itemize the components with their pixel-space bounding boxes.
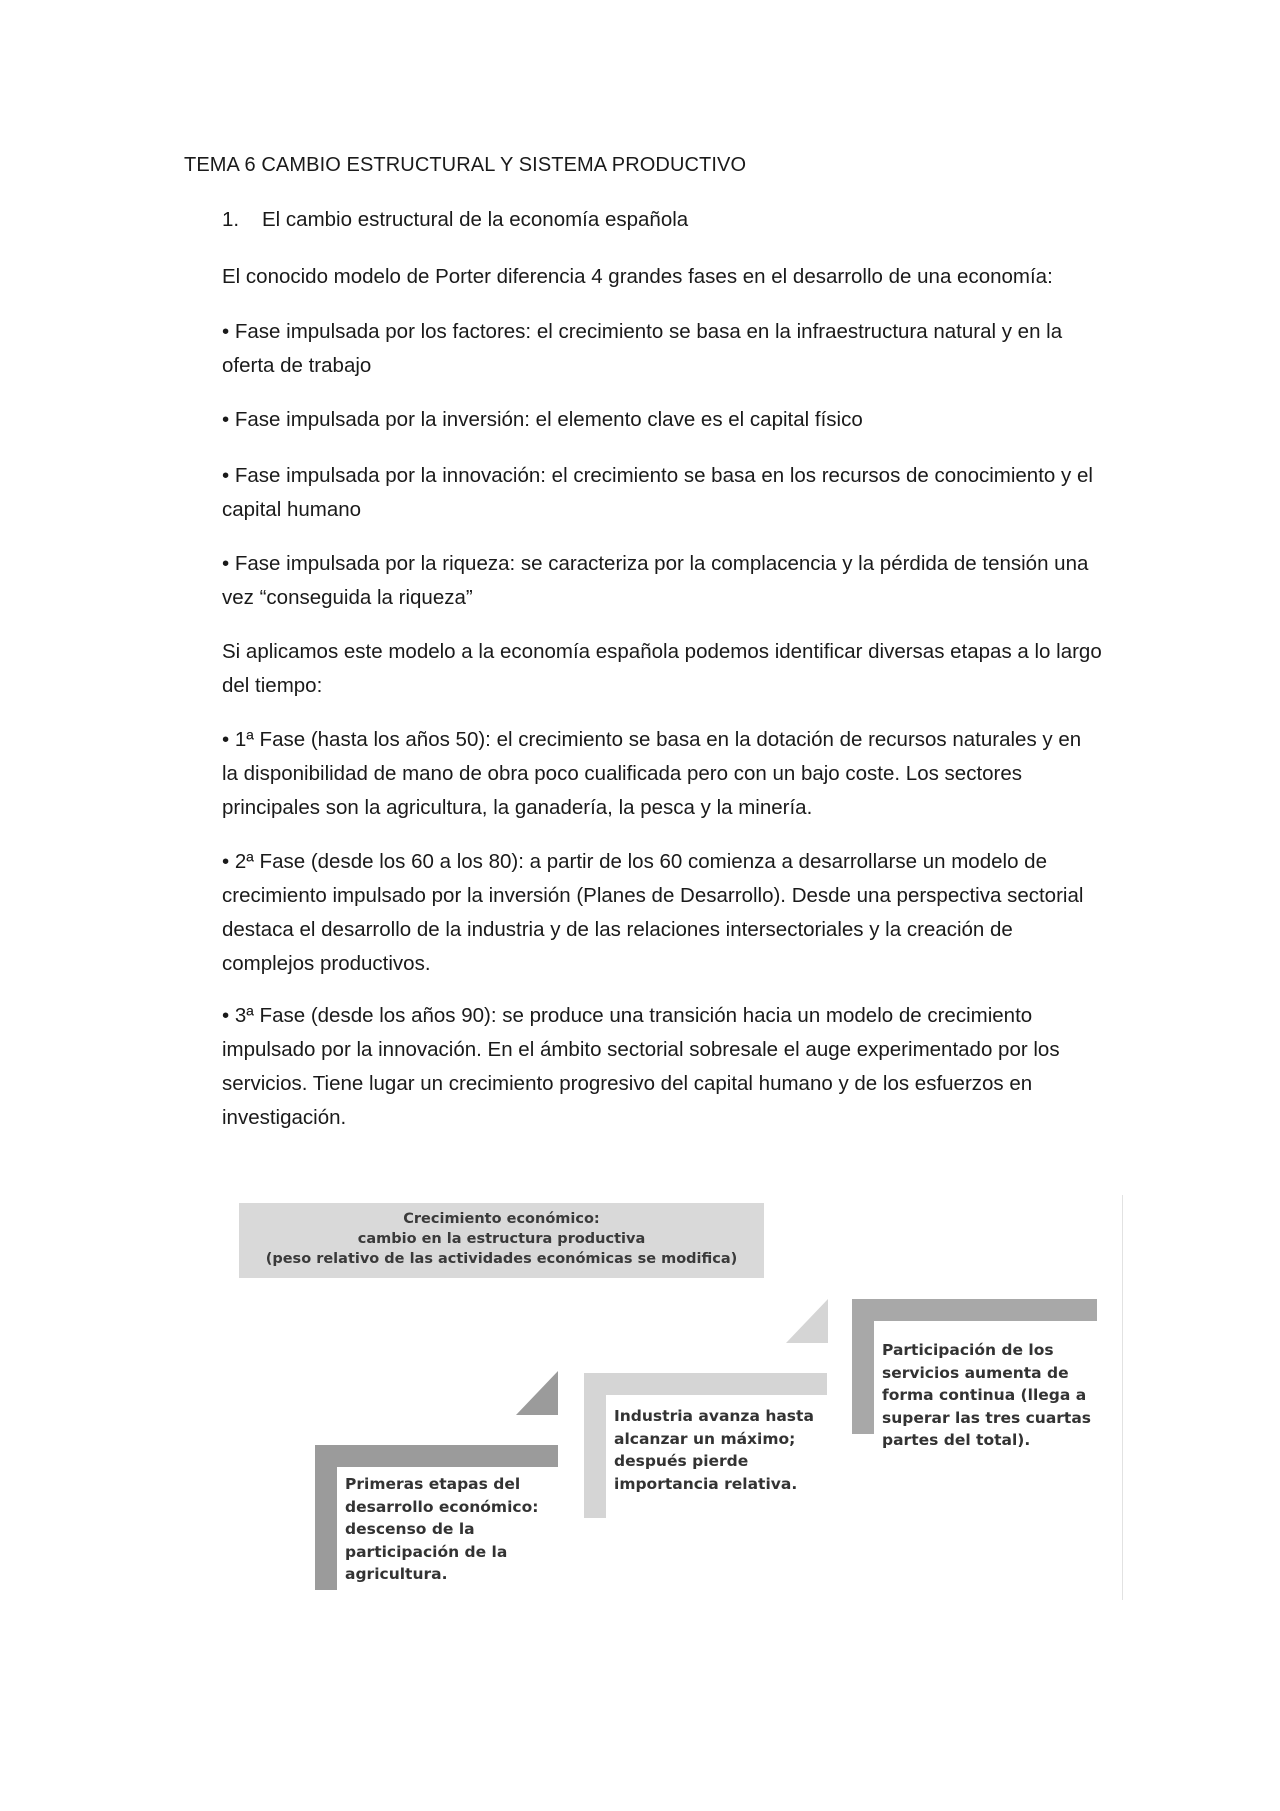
step1-line: agricultura. — [345, 1565, 448, 1583]
step2-line: alcanzar un máximo; — [614, 1429, 796, 1448]
step2-line: después pierde — [614, 1452, 749, 1470]
structural-change-diagram — [235, 1195, 1125, 1600]
step2-bar-side — [584, 1373, 606, 1518]
diagram-header-line: (peso relativo de las actividades económicas se modifica) — [265, 1251, 738, 1267]
diagram-header-line: cambio en la estructura productiva — [357, 1231, 646, 1247]
step1-line: Primeras etapas del — [345, 1475, 521, 1493]
step3-line: partes del total). — [882, 1431, 1031, 1449]
section-number: 1. — [222, 208, 240, 231]
stage2-bullet: • 2ª Fase (desde los 60 a los 80): a partir de los 60 comienza a desarrollarse un modelo de crecimiento impulsado por la inversión (Planes de Desarrollo). Desde una perspectiva sectorial destaca el desarrollo de la industria y de las relaciones intersectoriales y la creación de complejos productivos. — [222, 850, 1084, 975]
step3-line: forma continua (llega a — [882, 1386, 1087, 1404]
page-title: TEMA 6 CAMBIO ESTRUCTURAL Y SISTEMA PRODUCTIVO — [184, 154, 747, 176]
phase-investment-bullet: • Fase impulsada por la inversión: el elemento clave es el capital físico — [222, 408, 863, 431]
stage3-bullet: • 3ª Fase (desde los años 90): se produce una transición hacia un modelo de crecimiento impulsado por la innovación. En el ámbito sectorial sobresale el auge experimentado por los servicios. Tiene lugar un crecimiento progresivo del capital humano y de los esfuerzos en investigación. — [222, 1004, 1060, 1129]
step2-arrow-corner — [786, 1299, 828, 1343]
diagram-border — [1122, 1195, 1123, 1600]
apply-paragraph: Si aplicamos este modelo a la economía española podemos identificar diversas etapas a lo largo del tiempo: — [222, 640, 1102, 697]
step3-text — [882, 1339, 1091, 1452]
step1-arrow-corner — [516, 1371, 558, 1415]
stage1-bullet: • 1ª Fase (hasta los años 50): el crecimiento se basa en la dotación de recursos naturales y en la disponibilidad de mano de obra poco cualificada pero con un bajo coste. Los sectores principales son la agricultura, la ganadería, la pesca y la minería. — [222, 728, 1082, 819]
section-heading-text: El cambio estructural de la economía española — [262, 208, 689, 231]
step1-text — [345, 1473, 538, 1586]
intro-paragraph: El conocido modelo de Porter diferencia 4 grandes fases en el desarrollo de una economía: — [222, 265, 1053, 288]
diagram-header-line: Crecimiento económico: — [403, 1211, 600, 1227]
step1-line: participación de la — [345, 1542, 508, 1561]
step2-text — [614, 1405, 814, 1495]
step3-line: Participación de los — [882, 1341, 1054, 1359]
step3-bar-side — [852, 1299, 874, 1434]
step2-line: Industria avanza hasta — [614, 1407, 814, 1425]
step3-line: superar las tres cuartas — [882, 1408, 1092, 1427]
diagram-header — [239, 1203, 764, 1278]
step1-line: descenso de la — [345, 1520, 475, 1538]
step3-bar-top — [852, 1299, 1097, 1321]
phase-factors-bullet: • Fase impulsada por los factores: el crecimiento se basa en la infraestructura natural y en la oferta de trabajo — [222, 320, 1063, 377]
step2-line: importancia relativa. — [614, 1474, 798, 1493]
step1-bar-side — [315, 1445, 337, 1590]
step2-bar-top — [584, 1373, 827, 1395]
phase-wealth-bullet: • Fase impulsada por la riqueza: se caracteriza por la complacencia y la pérdida de tensión una vez “conseguida la riqueza” — [222, 552, 1089, 609]
step1-bar-top — [315, 1445, 558, 1467]
step3-line: servicios aumenta de — [882, 1363, 1069, 1382]
step1-line: desarrollo económico: — [345, 1497, 539, 1516]
section-heading — [222, 208, 688, 232]
phase-innovation-bullet: • Fase impulsada por la innovación: el crecimiento se basa en los recursos de conocimiento y el capital humano — [222, 464, 1093, 521]
